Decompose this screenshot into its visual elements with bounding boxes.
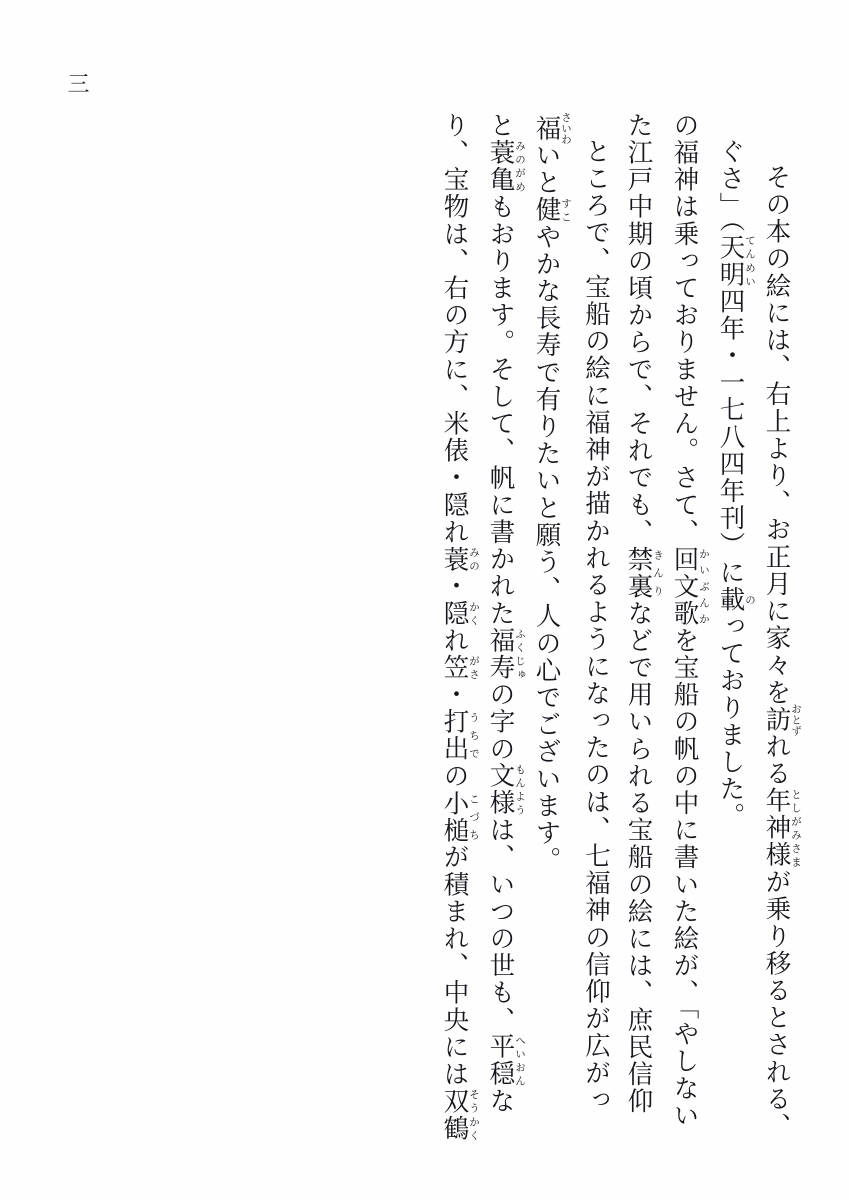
text-column: と蓑亀みのがめもおります。そして、帆に書かれた福寿ふくじゅの字の文様もんようは、いつの世も、平穏へいおんな (486, 112, 525, 1115)
page-number: 三 (65, 72, 90, 96)
text-column: その本の絵には、右上より、お正月に家々を訪おとずれる年神様としがみさまが乗り移るとされる、 (762, 164, 801, 1140)
text-column: り、宝物は、右の方に、米俵・隠れ蓑みの・隠かくれ笠がさ・打出うちでの小槌こづちが積まれ、中央には双鶴そうかく (440, 112, 479, 1142)
text-column: た江戸中期の頃からで、それでも、禁裏きんりなどで用いられる宝船の絵には、庶民信仰 (624, 112, 663, 1115)
text-column: ぐさ」（天明てんめい四年・一七八四年刊）に載のっておりました。 (716, 138, 755, 830)
vertical-text-body (433, 112, 801, 1142)
text-column: ところで、宝船の絵に福神が描かれるようになったのは、七福神の信仰が広がっ (582, 138, 611, 1114)
text-column: の福神は乗っておりません。さて、回文歌かいぶんかを宝船の帆の中に書いた絵が、「やしない (670, 112, 709, 1130)
text-column: 福さいわいと健すこやかな長寿で有りたいと願う、人の心でございます。 (532, 112, 571, 874)
